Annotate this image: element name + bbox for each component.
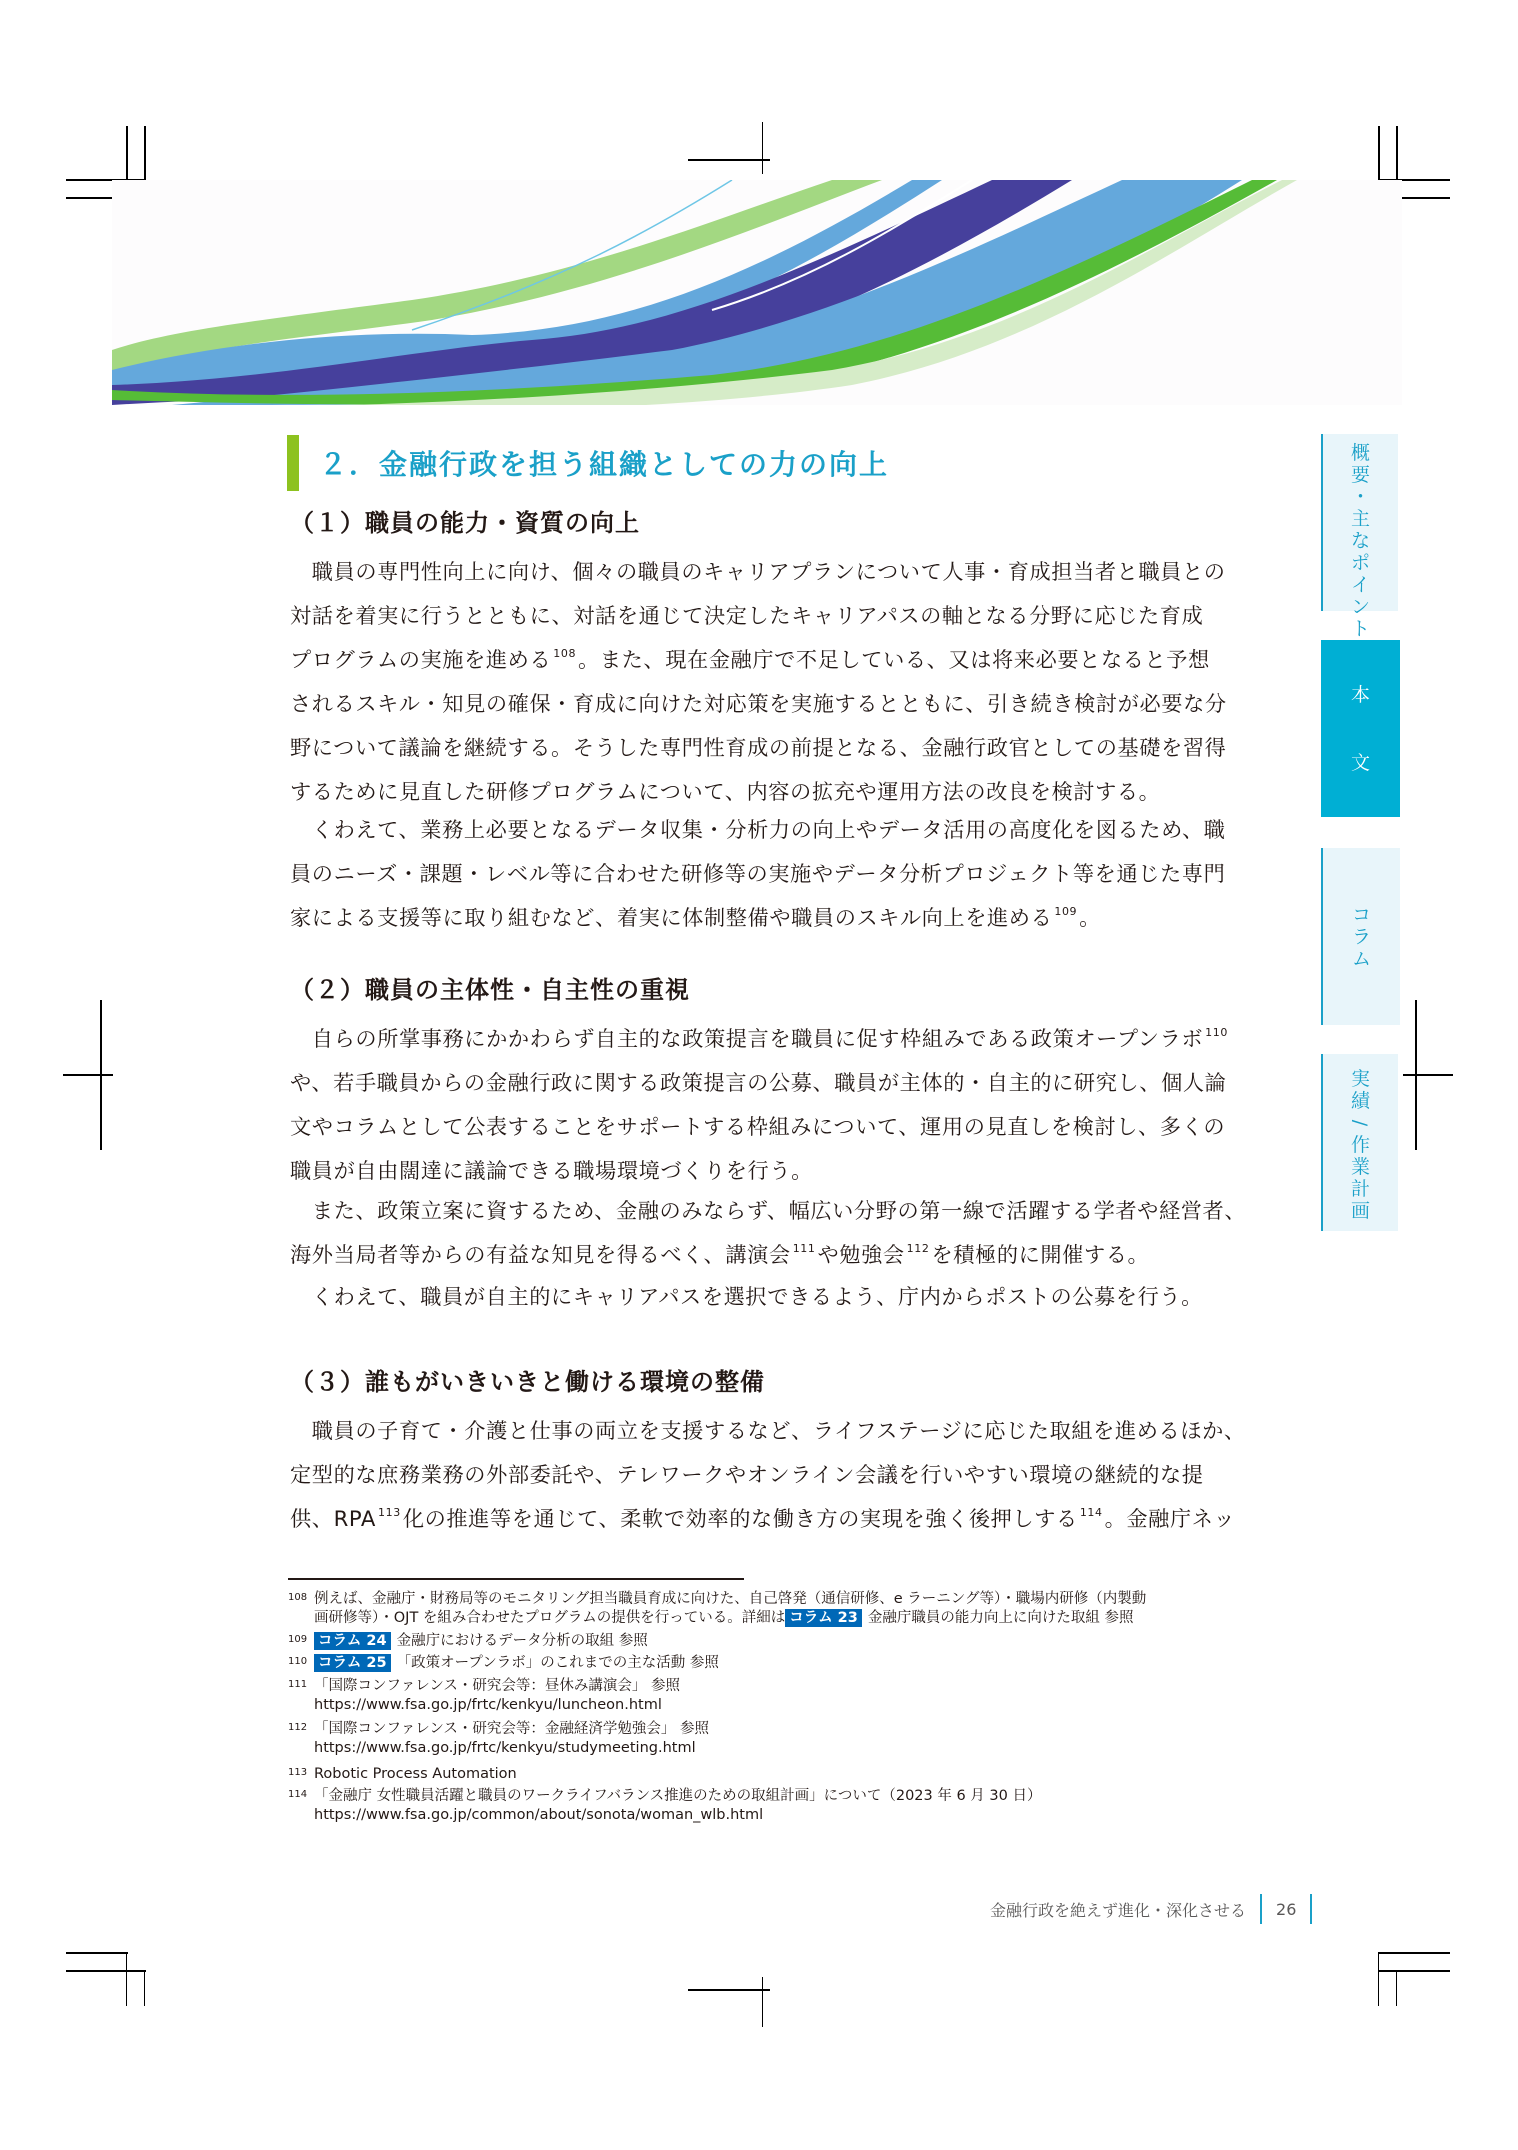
paragraph (290, 1409, 1265, 1541)
footer-divider (1310, 1894, 1312, 1924)
text-line: 定型的な庶務業務の外部委託や、テレワークやオンライン会議を行いやすい環境の継続的な提 (290, 1462, 1204, 1487)
text-line: 野について議論を継続する。そうした専門性育成の前提となる、金融行政官としての基礎を習得 (290, 735, 1227, 760)
tab-label-char: 要 (1350, 464, 1370, 486)
tab-label-char: 画 (1350, 1200, 1370, 1222)
text-line: 員のニーズ・課題・レベル等に合わせた研修等の実施やデータ分析プロジェクト等を通じた専門 (290, 861, 1226, 886)
tab-label-char: / (1349, 1119, 1372, 1127)
paragraph (290, 1017, 1265, 1193)
text-line: また、政策立案に資するため、金融のみならず、幅広い分野の第一線で活躍する学者や経営者、 (290, 1198, 1247, 1223)
column-link-23[interactable]: コラム 23 (785, 1609, 862, 1627)
tab-label-char: な (1350, 530, 1370, 552)
paragraph (290, 550, 1265, 814)
side-tab-main-text[interactable] (1321, 640, 1400, 817)
footnote-ref[interactable]: 109 (1054, 905, 1078, 918)
footnote-108: 108 例えば、金融庁・財務局等のモニタリング担当職員育成に向けた、自己啓発（通信研修、e ラーニング等）・職場内研修（内製動 画研修等）・OJT を組み合わせたプログラムの提供を行っている。詳細は コラム 23 金融庁職員の能力向上に向けた取組 参照 (288, 1591, 1147, 1626)
text-line: くわえて、業務上必要となるデータ収集・分析力の向上やデータ活用の高度化を図るため、職 (290, 817, 1226, 842)
wave-graphic (112, 180, 1402, 405)
footnote-url[interactable]: https://www.fsa.go.jp/frtc/kenkyu/luncheon.html (314, 1697, 662, 1713)
page-footer (990, 1893, 1326, 1925)
tab-label-char: 作 (1350, 1134, 1370, 1156)
tab-label-char: ト (1350, 618, 1370, 640)
subsection-title-1: （１）職員の能力・資質の向上 (290, 509, 640, 537)
footnote-divider (288, 1578, 744, 1580)
tab-label-char: 計 (1350, 1178, 1370, 1200)
chapter-title: 金融行政を絶えず進化・深化させる (990, 1900, 1247, 1920)
page-title: ２．金融行政を担う組織としての力の向上 (319, 448, 890, 481)
tab-label-char: ・ (1350, 486, 1370, 508)
column-link-24[interactable]: コラム 24 (314, 1632, 391, 1650)
text-line: や、若手職員からの金融行政に関する政策提言の公募、職員が主体的・自主的に研究し、個人論 (290, 1070, 1227, 1095)
text-line: 職員の専門性向上に向け、個々の職員のキャリアプランについて人事・育成担当者と職員との (290, 559, 1226, 584)
tab-label-char (1357, 718, 1363, 740)
text-line: くわえて、職員が自主的にキャリアパスを選択できるよう、庁内からポストの公募を行う。 (290, 1284, 1203, 1309)
side-tab-column[interactable] (1321, 848, 1400, 1025)
footnote-112: 112 「国際コンファレンス・研究会等：金融経済学勉強会」 参照 https://www.fsa.go.jp/frtc/kenkyu/studymeeting.html (288, 1720, 1288, 1758)
tab-label-char: ラ (1351, 925, 1371, 948)
subsection-title-3: （３）誰もがいきいきと働ける環境の整備 (290, 1368, 765, 1396)
text-line: 職員の子育て・介護と仕事の両立を支援するなど、ライフステージに応じた取組を進めるほか、 (290, 1418, 1246, 1443)
page-number: 26 (1276, 1899, 1297, 1919)
footnote-109: 109 コラム 24 金融庁におけるデータ分析の取組 参照 (288, 1633, 648, 1649)
footnote-ref[interactable]: 108 (553, 647, 577, 660)
footnote-ref[interactable]: 113 (378, 1506, 401, 1519)
footnote-113: 113 Robotic Process Automation (288, 1766, 517, 1782)
paragraph (290, 1275, 1265, 1319)
text-line: 海外当局者等からの有益な知見を得るべく、講演会 $^{111}$や勉強会 $^{112}$を積極的に開催する。 (290, 1242, 1150, 1267)
footnote-110: 110 コラム 25 「政策オープンラボ」のこれまでの主な活動 参照 (288, 1655, 719, 1671)
tab-label-char: 業 (1350, 1156, 1370, 1178)
tab-label-char: 主 (1350, 508, 1370, 530)
text-line: 家による支援等に取り組むなど、着実に体制整備や職員のスキル向上を進める $^{109}$。 (290, 905, 1101, 930)
tab-label-char: 文 (1350, 751, 1370, 774)
text-line: 文やコラムとして公表することをサポートする枠組みについて、運用の見直しを検討し、多くの (290, 1114, 1226, 1139)
side-tab-results-plan[interactable] (1321, 1054, 1398, 1231)
text-line: 供、RPA $^{113}$化の推進等を通じて、柔軟で効率的な働き方の実現を強く後押しする $^{114}$。金融庁ネッ (290, 1506, 1236, 1531)
tab-label-char: ン (1350, 596, 1370, 618)
footnote-ref[interactable]: 114 (1079, 1506, 1103, 1519)
footnote-ref[interactable]: 112 (906, 1242, 930, 1255)
tab-label-char: 概 (1350, 442, 1370, 464)
footer-divider (1260, 1894, 1262, 1924)
footnote-ref[interactable]: 110 (1205, 1026, 1228, 1039)
header-banner (112, 180, 1402, 405)
column-link-25[interactable]: コラム 25 (314, 1654, 391, 1672)
text-line: プログラムの実施を進める $^{108}$。また、現在金融庁で不足している、又は将来必要となると予想 (290, 647, 1210, 672)
side-tab-overview[interactable] (1321, 434, 1398, 640)
text-line: 自らの所掌事務にかかわらず自主的な政策提言を職員に促す枠組みである政策オープンラボ $^{110}$ (290, 1026, 1228, 1051)
footnote-url[interactable]: https://www.fsa.go.jp/frtc/kenkyu/studymeeting.html (314, 1740, 696, 1756)
section-heading (287, 435, 889, 491)
tab-label-char: ム (1351, 947, 1371, 970)
text-line: 対話を着実に行うとともに、対話を通じて決定したキャリアパスの軸となる分野に応じた育成 (290, 603, 1204, 628)
paragraph (290, 808, 1265, 940)
text-line: されるスキル・知見の確保・育成に向けた対応策を実施するとともに、引き続き検討が必要な分 (290, 691, 1227, 716)
tab-label-char: 本 (1350, 683, 1370, 706)
tab-label-char: ポ (1350, 552, 1370, 574)
footnote-111: 111 「国際コンファレンス・研究会等：昼休み講演会」 参照 https://www.fsa.go.jp/frtc/kenkyu/luncheon.html (288, 1677, 1288, 1715)
subsection-title-2: （２）職員の主体性・自主性の重視 (290, 976, 690, 1004)
tab-label-char: コ (1351, 903, 1371, 926)
footnote-url[interactable]: https://www.fsa.go.jp/common/about/sonota/woman_wlb.html (314, 1807, 764, 1823)
tab-label-char: 実 (1350, 1068, 1370, 1090)
footnote-114: 114 「金融庁 女性職員活躍と職員のワークライフバランス推進のための取組計画」について（2023 年 6 月 30 日） https://www.fsa.go.jp/common/about/sonota/woman_wlb.html (288, 1787, 1288, 1825)
footnote-ref[interactable]: 111 (792, 1242, 816, 1255)
tab-label-char: イ (1350, 574, 1370, 596)
text-line: するために見直した研修プログラムについて、内容の拡充や運用方法の改良を検討する。 (290, 779, 1161, 804)
heading-accent-bar (287, 435, 299, 491)
paragraph (290, 1189, 1265, 1277)
tab-label-char: 績 (1350, 1090, 1370, 1112)
text-line: 職員が自由闊達に議論できる職場環境づくりを行う。 (290, 1158, 813, 1183)
